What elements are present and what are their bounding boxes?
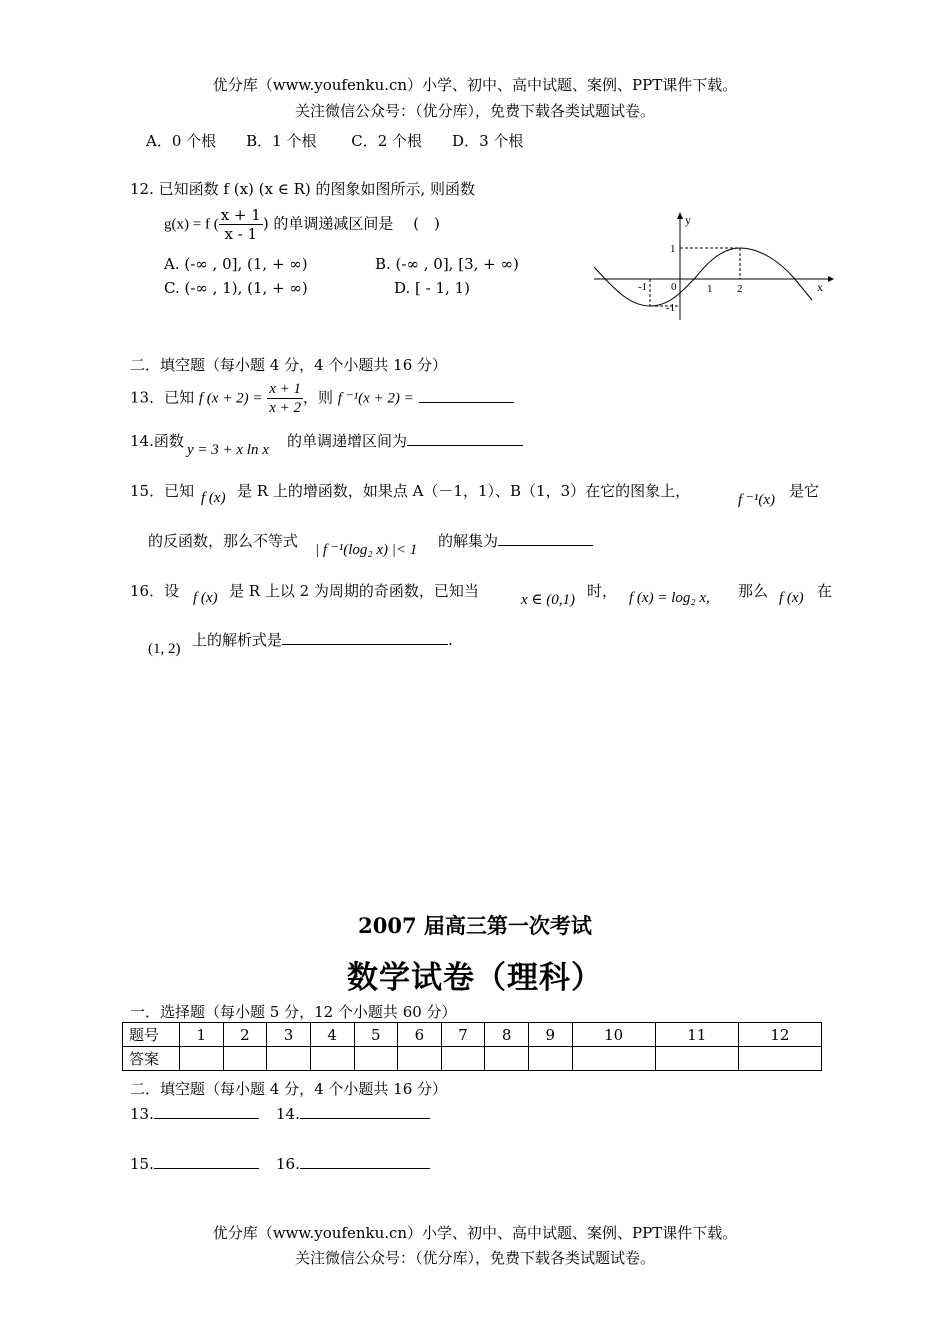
exam-section-1: 一．选择题（每小题 5 分，12 个小题共 60 分） — [130, 1003, 457, 1021]
q13-answer-blank[interactable] — [419, 388, 514, 403]
q15-inequality: | f ⁻¹(log₂ x) |< 1 — [315, 542, 418, 558]
q-number-cell: 10 — [572, 1023, 655, 1047]
q14-expr: y = 3 + x ln x — [187, 442, 269, 458]
answer-row-head: 答案 — [123, 1047, 180, 1071]
x-tick-neg1: -1 — [638, 281, 648, 293]
answer-cell[interactable] — [529, 1047, 573, 1071]
q16-text2: 时， — [587, 582, 618, 600]
q14-tail — [287, 430, 523, 451]
y-tick-1: 1 — [670, 243, 676, 255]
answer-cell[interactable] — [354, 1047, 398, 1071]
q13-label: 13．已知 — [130, 388, 195, 407]
q16-line2 — [192, 629, 453, 650]
q16-answer-blank[interactable] — [282, 630, 448, 645]
answer-line-15 — [130, 1154, 259, 1173]
q16-fx2: f (x) — [779, 590, 804, 606]
function-curve — [594, 248, 812, 306]
answer-13-label: 13. — [130, 1105, 154, 1123]
y-axis-arrow — [677, 212, 683, 219]
q12-func-num: x + 1 — [220, 206, 261, 224]
q-number-cell: 1 — [180, 1023, 224, 1047]
q13 — [130, 380, 514, 417]
exam-section-2: 二．填空题（每小题 4 分，4 个小题共 16 分） — [130, 1080, 448, 1098]
y-tick-neg1: -1 — [666, 302, 676, 314]
q15-line2b-text: 的解集为 — [438, 532, 499, 550]
q-number-cell: 4 — [310, 1023, 354, 1047]
answer-line-16 — [276, 1154, 430, 1173]
q16-text3: 那么 — [738, 582, 769, 600]
x-tick-2: 2 — [737, 283, 743, 295]
q16-label: 16．设 — [130, 582, 180, 600]
q13-num: x + 1 — [269, 381, 301, 397]
q12-stem: 12. 已知函数 f (x) (x ∈ R) 的图象如图所示, 则函数 — [130, 180, 476, 198]
answer-table-answer-row — [123, 1047, 822, 1071]
q12-func-lhs: g(x) = f ( — [164, 216, 219, 233]
exam-title-1: 2007 届高三第一次考试 — [358, 913, 592, 938]
q-number-cell: 8 — [485, 1023, 529, 1047]
answer-line-13 — [130, 1104, 259, 1123]
q12-option-b: B. (-∞ , 0], [3, + ∞) — [375, 255, 519, 273]
footer-line-2: 关注微信公众号：（优分库），免费下载各类试题试卷。 — [294, 1249, 655, 1267]
q15-line2b — [438, 530, 593, 551]
q16-text1: 是 R 上以 2 为周期的奇函数，已知当 — [229, 582, 479, 600]
q14-answer-blank[interactable] — [407, 431, 523, 446]
answer-cell[interactable] — [398, 1047, 442, 1071]
y-axis-label: y — [685, 213, 691, 227]
answer-15-blank[interactable] — [154, 1154, 259, 1169]
q-number-cell: 7 — [441, 1023, 485, 1047]
q16-end: . — [448, 631, 453, 649]
q12-func-den: x - 1 — [224, 225, 258, 243]
answer-14-label: 14. — [276, 1105, 300, 1123]
answer-cell[interactable] — [655, 1047, 738, 1071]
answer-line-14 — [276, 1104, 430, 1123]
q12-option-a: A. (-∞ , 0], (1, + ∞) — [164, 255, 308, 273]
q-number-cell: 6 — [398, 1023, 442, 1047]
q16-text4: 在 — [817, 582, 833, 600]
q15-line2a: 的反函数，那么不等式 — [148, 532, 299, 550]
q-number-cell: 3 — [267, 1023, 311, 1047]
q16-line2-text: 上的解析式是 — [192, 631, 283, 649]
q16-cond: x ∈ (0,1) — [521, 592, 576, 608]
q13-den: x + 2 — [269, 400, 301, 416]
answer-cell[interactable] — [180, 1047, 224, 1071]
q12-func-rhs: ) 的单调递减区间是 ( ) — [262, 214, 440, 233]
section-2-heading: 二．填空题（每小题 4 分，4 个小题共 16 分） — [130, 356, 448, 374]
answer-cell[interactable] — [310, 1047, 354, 1071]
q14-tail-text: 的单调递增区间为 — [287, 432, 408, 450]
q13-finv: f ⁻¹(x + 2) = — [337, 390, 414, 407]
q-number-cell: 12 — [738, 1023, 821, 1047]
q15-text2: 是它 — [789, 482, 820, 500]
x-tick-1: 1 — [707, 283, 713, 295]
q12-option-d: D. [ - 1, 1) — [394, 279, 470, 297]
q12-option-c: C. (-∞ , 1), (1, + ∞) — [164, 279, 308, 297]
answer-cell[interactable] — [738, 1047, 821, 1071]
x-axis-arrow — [828, 276, 834, 282]
q12-function — [164, 206, 440, 243]
answer-cell[interactable] — [572, 1047, 655, 1071]
q11-options: A．0 个根 B．1 个根 C．2 个根 D．3 个根 — [146, 132, 524, 150]
answer-table-number-row — [123, 1023, 822, 1047]
q12-func-fraction — [219, 206, 263, 243]
q-number-cell: 5 — [354, 1023, 398, 1047]
q15-fx: f (x) — [201, 490, 226, 506]
q16-fx: f (x) — [193, 590, 218, 606]
q-number-cell: 9 — [529, 1023, 573, 1047]
q16-def: f (x) = log₂ x, — [629, 590, 710, 606]
answer-cell[interactable] — [223, 1047, 267, 1071]
q14-label: 14.函数 — [130, 432, 184, 450]
header-line-1: 优分库（www.youfenku.cn）小学、初中、高中试题、案例、PPT课件下载。 — [212, 76, 738, 94]
x-axis-label: x — [817, 280, 823, 294]
q-number-cell: 11 — [655, 1023, 738, 1047]
answer-cell[interactable] — [485, 1047, 529, 1071]
answer-15-label: 15. — [130, 1155, 154, 1173]
answer-cell[interactable] — [441, 1047, 485, 1071]
answer-16-label: 16. — [276, 1155, 300, 1173]
q15-text1: 是 R 上的增函数，如果点 A（－1，1）、B（1，3）在它的图象上， — [237, 482, 691, 500]
q13-fraction — [267, 380, 303, 417]
q13-f-lhs: f (x + 2) = — [198, 390, 263, 407]
q12-graph — [590, 210, 835, 325]
q15-answer-blank[interactable] — [498, 531, 593, 546]
number-row-head: 题号 — [123, 1023, 180, 1047]
q16-interval: (1, 2) — [148, 641, 181, 657]
exam-title-2: 数学试卷（理科） — [347, 960, 603, 996]
q15-label: 15．已知 — [130, 482, 195, 500]
q-number-cell: 2 — [223, 1023, 267, 1047]
answer-table — [122, 1022, 822, 1071]
q13-mid: ，则 — [303, 388, 334, 407]
footer-line-1: 优分库（www.youfenku.cn）小学、初中、高中试题、案例、PPT课件下载。 — [212, 1224, 738, 1242]
answer-13-blank[interactable] — [154, 1104, 259, 1119]
answer-16-blank[interactable] — [300, 1154, 430, 1169]
q15-finv: f ⁻¹(x) — [738, 492, 775, 508]
answer-14-blank[interactable] — [300, 1104, 430, 1119]
origin-label: 0 — [671, 281, 677, 293]
header-line-2: 关注微信公众号：（优分库），免费下载各类试题试卷。 — [294, 102, 655, 120]
answer-cell[interactable] — [267, 1047, 311, 1071]
